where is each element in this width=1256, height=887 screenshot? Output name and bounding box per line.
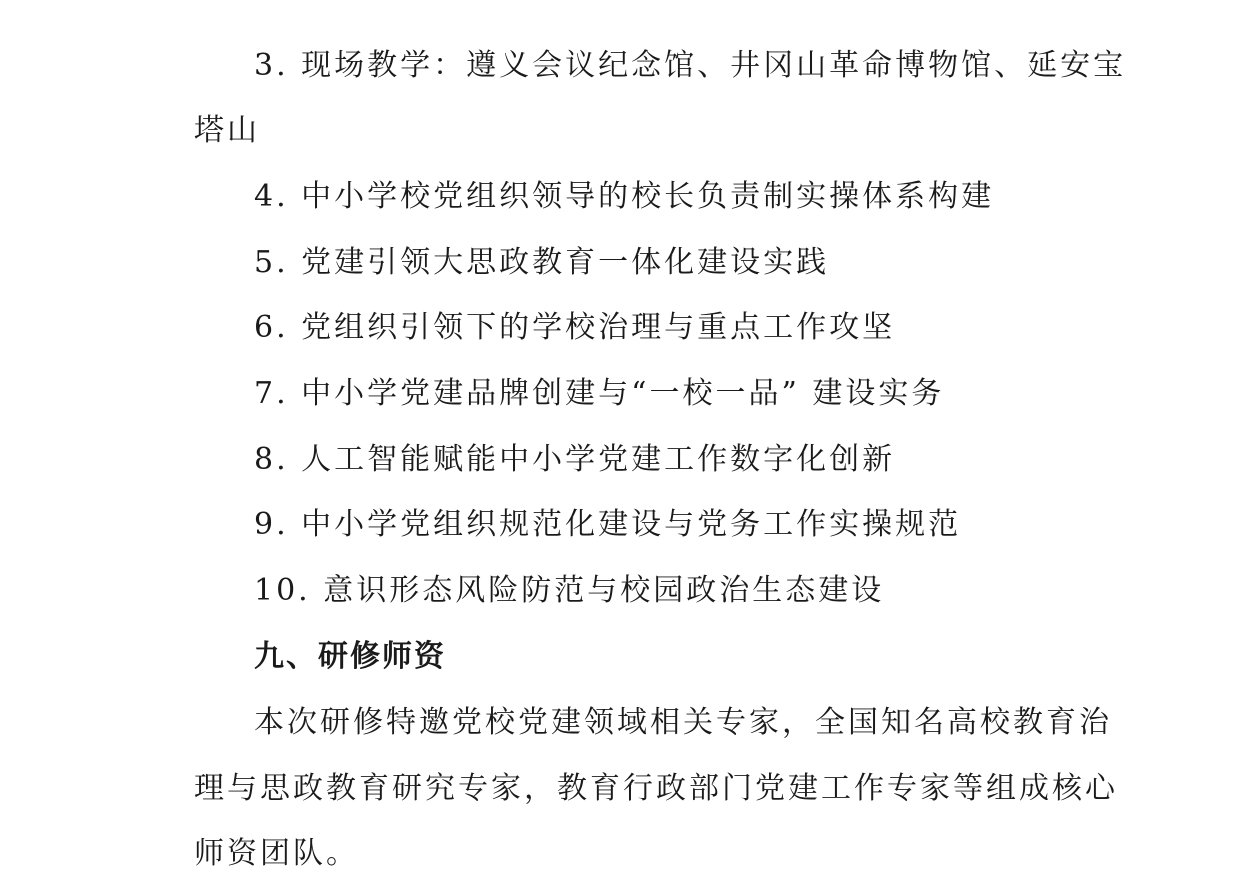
list-item-8: 8. 人工智能赋能中小学党建工作数字化创新 bbox=[254, 442, 896, 477]
list-item-3: 3. 现场教学：遵义会议纪念馆、井冈山革命博物馆、延安宝 bbox=[254, 48, 1127, 83]
list-item-9: 9. 中小学党组织规范化建设与党务工作实操规范 bbox=[254, 507, 962, 542]
list-item-3-continuation: 塔山 bbox=[194, 113, 260, 148]
paragraph-line-1: 本次研修特邀党校党建领域相关专家，全国知名高校教育治 bbox=[254, 705, 1112, 740]
list-item-7: 7. 中小学党建品牌创建与“一校一品” 建设实务 bbox=[254, 376, 945, 411]
section-heading: 九、研修师资 bbox=[254, 639, 446, 674]
paragraph-line-3: 师资团队。 bbox=[194, 836, 359, 871]
list-item-5: 5. 党建引领大思政教育一体化建设实践 bbox=[254, 245, 830, 280]
list-item-10: 10. 意识形态风险防范与校园政治生态建设 bbox=[254, 573, 885, 608]
list-item-6: 6. 党组织引领下的学校治理与重点工作攻坚 bbox=[254, 310, 896, 345]
list-item-4: 4. 中小学校党组织领导的校长负责制实操体系构建 bbox=[254, 179, 995, 214]
paragraph-line-2: 理与思政教育研究专家，教育行政部门党建工作专家等组成核心 bbox=[194, 771, 1118, 806]
